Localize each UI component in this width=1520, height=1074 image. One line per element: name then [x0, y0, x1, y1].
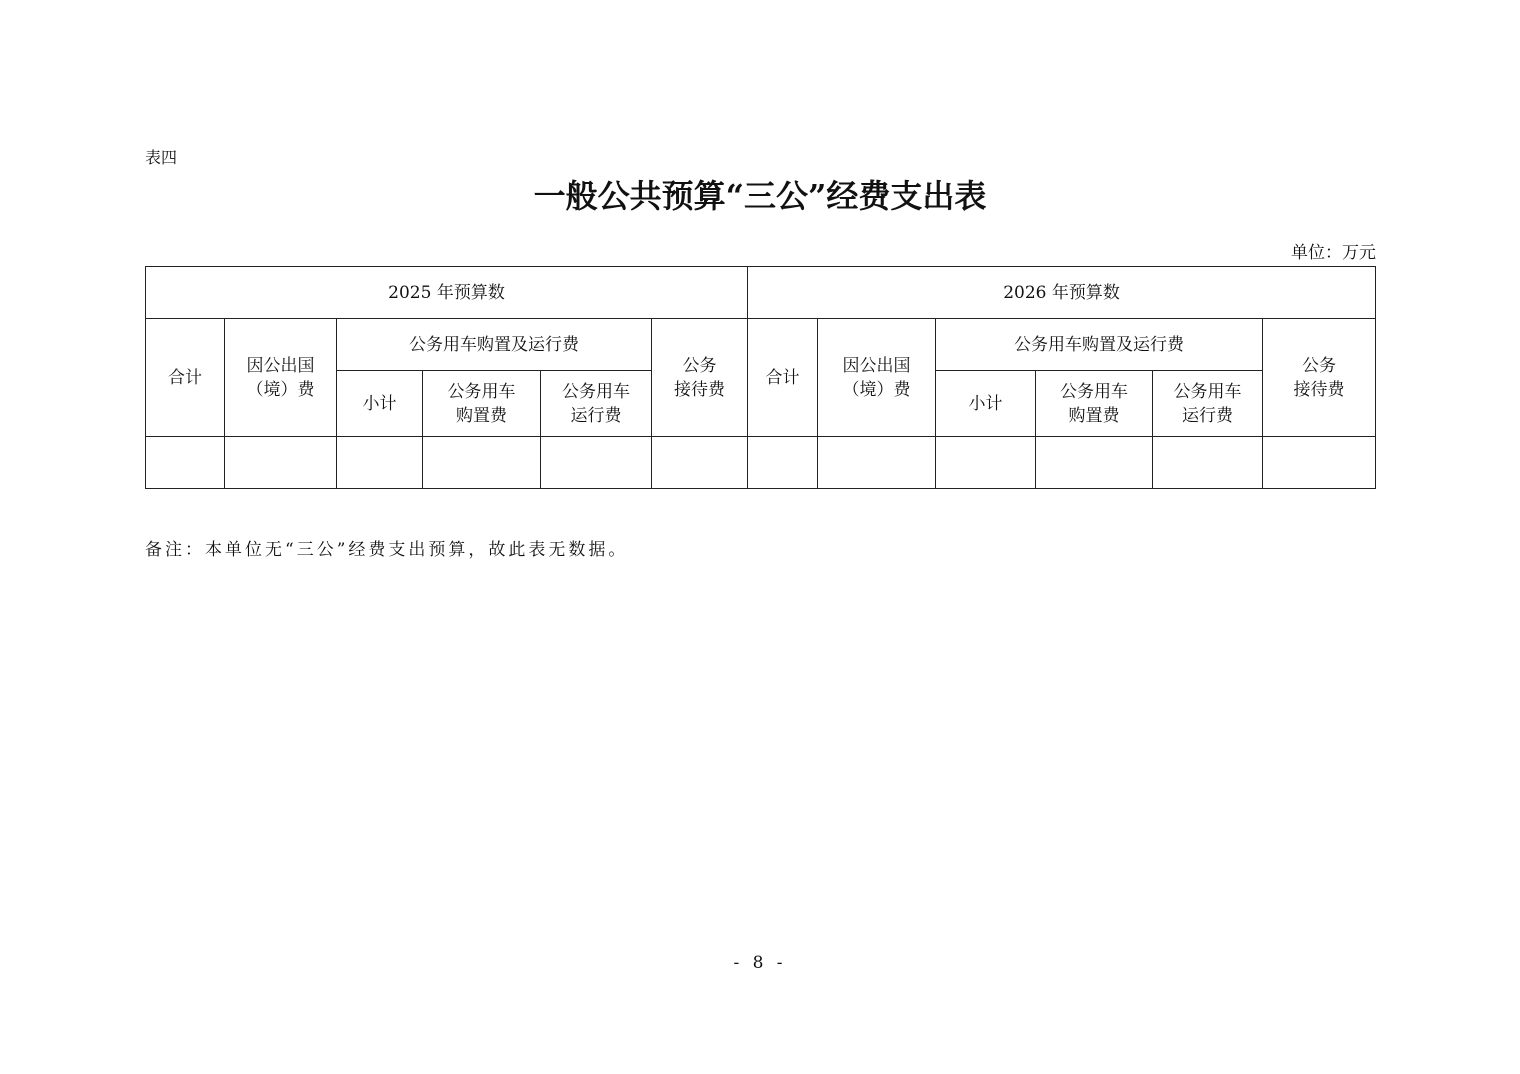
- subtotal-header-2025: 小计: [337, 371, 423, 437]
- operation-header-2025: [541, 371, 652, 437]
- table-cell: [146, 437, 225, 489]
- three-public-expenses-table: [145, 266, 1376, 489]
- note-text: 备注：本单位无“三公”经费支出预算，故此表无数据。: [145, 540, 629, 560]
- purchase-header-2026: [1036, 371, 1153, 437]
- overseas-header-line1: 因公出国: [246, 355, 315, 376]
- vehicle-header-2026: 公务用车购置及运行费: [936, 319, 1263, 371]
- page-title: 一般公共预算“三公”经费支出表: [533, 177, 987, 215]
- total-header-2026: 合计: [748, 319, 818, 437]
- operation-header-line1: 公务用车: [562, 381, 630, 402]
- overseas-header-2025: [225, 319, 337, 437]
- table-cell: [748, 437, 818, 489]
- purchase-header-line1: 公务用车: [447, 381, 516, 402]
- page-number: - 8 -: [733, 953, 787, 973]
- table-cell: [423, 437, 541, 489]
- year-header-2026: 2026 年预算数: [748, 267, 1376, 319]
- reception-header-2025: [652, 319, 748, 437]
- table-cell: [936, 437, 1036, 489]
- table-cell: [652, 437, 748, 489]
- reception-header-line2: 接待费: [1293, 379, 1345, 400]
- purchase-header-2025: [423, 371, 541, 437]
- reception-header-2026: [1263, 319, 1376, 437]
- table-cell: [1036, 437, 1153, 489]
- table-cell: [225, 437, 337, 489]
- overseas-header-line1: 因公出国: [842, 355, 911, 376]
- reception-header-line1: 公务: [1302, 355, 1337, 376]
- purchase-header-line1: 公务用车: [1060, 381, 1129, 402]
- table-cell: [337, 437, 423, 489]
- operation-header-line1: 公务用车: [1173, 381, 1242, 402]
- year-header-2025: 2025 年预算数: [146, 267, 748, 319]
- overseas-header-2026: [818, 319, 936, 437]
- table-cell: [1263, 437, 1376, 489]
- subtotal-header-2026: 小计: [936, 371, 1036, 437]
- table-label: 表四: [145, 148, 178, 167]
- reception-header-line1: 公务: [682, 355, 717, 376]
- table-cell: [541, 437, 652, 489]
- overseas-header-line2: （境）费: [842, 379, 911, 400]
- purchase-header-line2: 购置费: [1068, 405, 1120, 426]
- overseas-header-line2: （境）费: [246, 379, 315, 400]
- table-row: [146, 437, 1376, 489]
- table-cell: [1153, 437, 1263, 489]
- purchase-header-line2: 购置费: [456, 405, 507, 426]
- operation-header-2026: [1153, 371, 1263, 437]
- operation-header-line2: 运行费: [1182, 405, 1234, 426]
- total-header-2025: 合计: [146, 319, 225, 437]
- table-cell: [818, 437, 936, 489]
- year-header-row: [146, 267, 1376, 319]
- unit-label: 单位：万元: [1291, 243, 1376, 263]
- column-header-row: [146, 319, 1376, 371]
- reception-header-line2: 接待费: [674, 379, 725, 400]
- vehicle-header-2025: 公务用车购置及运行费: [337, 319, 652, 371]
- operation-header-line2: 运行费: [570, 405, 622, 426]
